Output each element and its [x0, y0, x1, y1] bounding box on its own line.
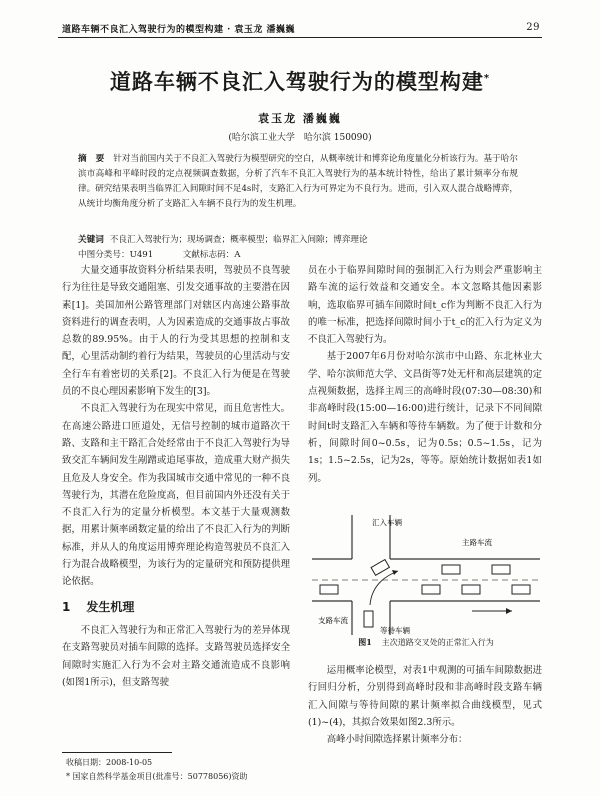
- left-column: [62, 262, 290, 691]
- main-car-6: [492, 565, 510, 574]
- classification: [78, 248, 518, 260]
- right-paragraph-3: 运用概率论模型，对表1中观测的可插车间隙数据进行回归分析，分别得到高峰时段和非高峰时段支路车辆汇入间隙与等待间隙的累计频率拟合曲线模型，见式(1)~(4)，其拟合效果如图2.3所示。: [308, 665, 542, 728]
- title-footnote-mark: *: [483, 73, 491, 84]
- section-heading: [62, 599, 290, 616]
- label-main-road: 主路车流: [462, 538, 492, 547]
- abstract-label: 摘 要: [78, 154, 108, 164]
- merge-diagram: [312, 515, 540, 635]
- main-flow-arrow-head: [506, 608, 512, 614]
- label-waiting-vehicle: 等待车辆: [380, 626, 410, 635]
- header-rule: [58, 37, 542, 38]
- footnotes: [66, 756, 296, 784]
- right-paragraph-2: 基于2007年6月份对哈尔滨市中山路、东北林业大学、哈尔滨师范大学、文昌街等7处无杆和高层建筑的定点视频数据，选择主周三的高峰时段(07:30—08:30)和非高峰时段(15:00—16:00)进行统计，记录下不同间隙时间t时支路汇入车辆和等待车辆数。为了便于计数和分析，间隙时间0~0.5s，记为0.5s；0.5~1.5s，记为1s；1.5~2.5s，记为2s，等等。原始统计数据如表1如列。: [308, 351, 542, 484]
- section-paragraph-1: 不良汇入驾驶行为和正常汇入驾驶行为的差异体现在支路驾驶员对插车间隙的选择。支路驾驶员选择安全间隙时实施汇入行为不会对主路交通流造成不良影响(如图1所示)，但支路驾驶: [62, 624, 290, 688]
- merge-trajectory: [370, 571, 398, 605]
- merge-arrow-head: [392, 570, 398, 575]
- keywords: [78, 233, 518, 245]
- fund-note: * 国家自然科学基金项目(批准号：50778056)资助: [66, 772, 248, 781]
- clc-value: U491: [129, 250, 154, 260]
- doc-code-value: A: [234, 250, 241, 260]
- merging-car: [371, 560, 389, 576]
- paper-title: [60, 66, 540, 96]
- intro-paragraph-2: 不良汇入驾驶行为在现实中常见，而且危害性大。在高速公路进口匝道处，无信号控制的城市道路次干路、支路和主干路汇合处经常由于不良汇入驾驶行为导致交汇车辆间发生剐蹭或追尾事故，造成重大财产损失且危及人身安全。作为我国城市交通中常见的一种不良驾驶行为，其潜在危险度高，但目前国内外还没有关于不良汇入行为的定量分析模型。本文基于大量观测数据，用累计频率函数定量的给出了不良汇入行为的判断标准，并从人的角度运用博弈理论构造驾驶员不良汇入行为混合战略模型，为该行为的定量研究和预防提供理论依据。: [62, 403, 290, 588]
- right-paragraph-1: 员在小于临界间隙时间的强制汇入行为则会严重影响主路车流的运行效益和交通安全。本文忽略其他因素影响，选取临界可插车间隙时间t_c作为判断不良汇入行为的唯一标准，把选择间隙时间小于t_c的汇入行为定义为不良汇入驾驶行为。: [308, 265, 542, 346]
- main-car-5: [442, 565, 460, 574]
- page-number: 29: [526, 22, 540, 33]
- authors: 袁玉龙 潘巍巍: [258, 112, 342, 125]
- clc-label: 中图分类号：: [78, 250, 130, 260]
- section-title: 发生机理: [86, 599, 135, 614]
- section-number: 1: [62, 599, 71, 614]
- label-branch-road: 支路车流: [318, 616, 348, 625]
- keywords-label: 关键词: [78, 235, 104, 245]
- doc-code-label: 文献标志码：: [182, 250, 235, 260]
- figure-caption-text: 主次道路交叉处的正常汇入行为: [381, 638, 494, 647]
- right-paragraph-4: 高峰小时间隙选择累计频率分布：: [326, 734, 468, 746]
- figure-number: 图1: [358, 637, 372, 647]
- keywords-text: 不良汇入驾驶行为；现场调查；概率模型；临界汇入间隙；博弈理论: [109, 235, 368, 245]
- right-column-top: [308, 262, 542, 487]
- received-date: 收稿日期：2008-10-05: [66, 758, 153, 767]
- intro-paragraph-1: 大量交通事故资料分析结果表明，驾驶员不良驾驶行为往往是导致交通阻塞、引发交通事故的主要潜在因素[1]。美国加州公路管理部门对辖区内高速公路事故资料进行的调查表明，人为因素造成的交通事故占事故总数的89.95%。由于人的行为受其思想的控制和支配，心里活动制约着行为结果，驾驶员的心里活动与安全行车有着密切的关系[2]。不良汇入行为便是在驾驶员的不良心理因素影响下发生的[3]。: [62, 265, 290, 398]
- right-column-bottom: [308, 662, 542, 748]
- affiliation: (哈尔滨工业大学 哈尔滨 150090): [228, 133, 372, 143]
- footnote-rule: [62, 752, 172, 753]
- main-car-3: [462, 585, 480, 594]
- main-car-2: [422, 585, 440, 594]
- running-head: [62, 22, 540, 35]
- label-merging-vehicle: 汇入车辆: [372, 518, 402, 527]
- waiting-car: [364, 611, 373, 627]
- paper-title-text: 道路车辆不良汇入驾驶行为的模型构建: [109, 70, 484, 94]
- main-car-1: [320, 585, 338, 594]
- main-car-4: [512, 585, 530, 594]
- abstract-text: 针对当前国内关于不良汇入驾驶行为模型研究的空白，从概率统计和博弈论角度量化分析该行为。基于哈尔滨市高峰和平峰时段的定点视频调查数据，分析了汽车不良汇入驾驶行为的基本统计特性，给出了累计频率分布规律。研究结果表明当临界汇入间隙时间不足4s时，支路汇入行为可界定为不良行为。进而，引入双人混合战略博弈，从统计均衡角度分析了支路汇入车辆不良行为的发生机理。: [78, 154, 518, 209]
- figure-caption: [312, 637, 540, 648]
- abstract: [78, 152, 518, 212]
- running-title: 道路车辆不良汇入驾驶行为的模型构建 · 袁玉龙 潘巍巍: [62, 25, 296, 35]
